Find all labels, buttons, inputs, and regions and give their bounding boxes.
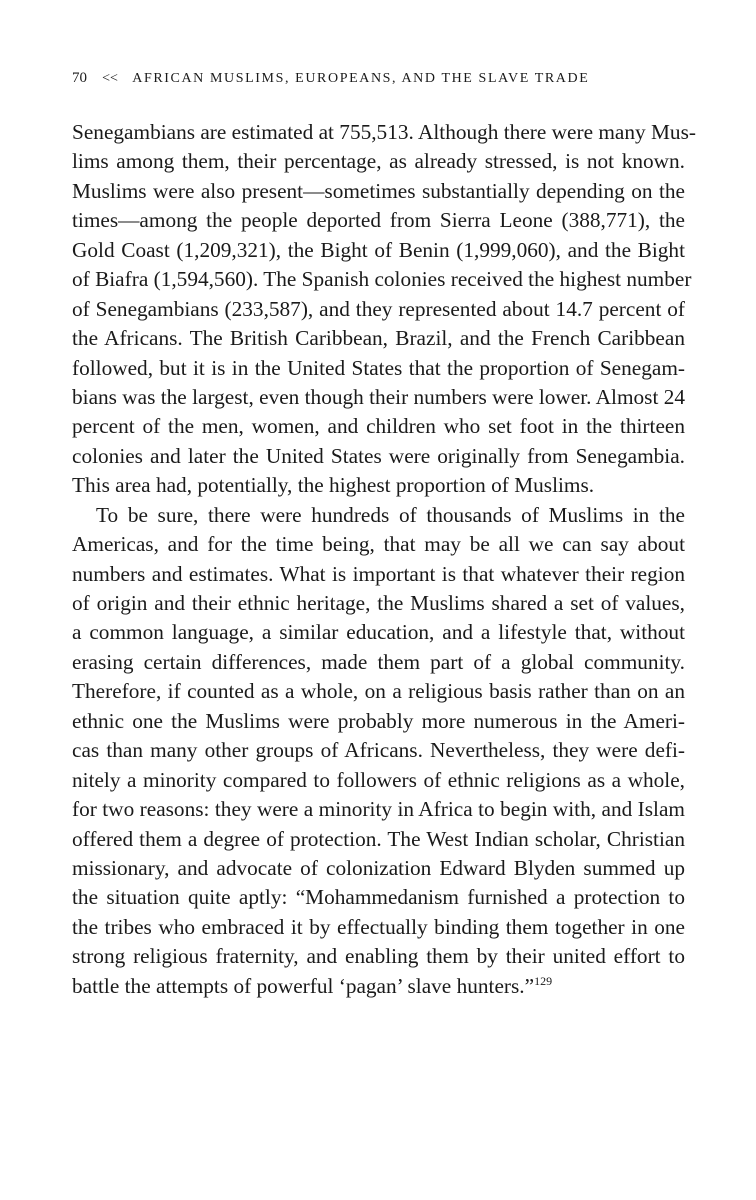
- text-line: [72, 825, 685, 854]
- line-text: erasing certain differences, made them part of a global community.: [72, 649, 685, 674]
- text-line: [72, 471, 685, 500]
- text-line: [72, 530, 685, 559]
- line-text: the tribes who embraced it by effectually binding them together in one: [72, 914, 685, 939]
- line-text: This area had, potentially, the highest proportion of Muslims.: [72, 473, 595, 498]
- text-line: [72, 501, 685, 530]
- text-line: [72, 618, 685, 647]
- page-number: 70: [72, 70, 87, 86]
- text-line: [72, 766, 685, 795]
- line-text: the situation quite aptly: “Mohammedanism furnished a protection to: [72, 885, 685, 910]
- text-line: [72, 707, 685, 736]
- text-line: [72, 795, 685, 824]
- text-line: [72, 442, 685, 471]
- line-text: percent of the men, women, and children who set foot in the thirteen: [72, 414, 685, 439]
- paragraph-1: [72, 118, 696, 501]
- text-line: [72, 648, 685, 677]
- paragraph-2: [72, 501, 685, 1001]
- text-line: [72, 265, 692, 294]
- text-line: [72, 913, 685, 942]
- line-text: colonies and later the United States were originally from Senegambia.: [72, 443, 685, 468]
- line-text: the Africans. The British Caribbean, Brazil, and the French Caribbean: [72, 326, 685, 351]
- line-text: Gold Coast (1,209,321), the Bight of Benin (1,999,060), and the Bight: [72, 237, 685, 262]
- line-text: battle the attempts of powerful ‘pagan’ slave hunters.”: [72, 973, 535, 998]
- line-text: Muslims were also present—sometimes substantially depending on the: [72, 178, 685, 203]
- running-header: [72, 70, 589, 87]
- line-text: lims among them, their percentage, as already stressed, is not known.: [72, 149, 685, 174]
- line-text: of Biafra (1,594,560). The Spanish colonies received the highest number: [72, 267, 692, 292]
- line-text: cas than many other groups of Africans. Nevertheless, they were defi-: [72, 738, 685, 763]
- line-text: numbers and estimates. What is important is that whatever their region: [72, 561, 685, 586]
- text-line: [72, 118, 696, 147]
- text-line: [72, 677, 685, 706]
- body-text: [72, 118, 696, 1001]
- text-line: [72, 736, 685, 765]
- text-line: [72, 177, 685, 206]
- line-text: for two reasons: they were a minority in Africa to begin with, and Islam: [72, 797, 685, 822]
- line-text: bians was the largest, even though their numbers were lower. Almost 24: [72, 384, 685, 409]
- text-line: [72, 883, 685, 912]
- line-text: followed, but it is in the United States that the proportion of Senegam-: [72, 355, 685, 380]
- line-text: strong religious fraternity, and enabling them by their united effort to: [72, 944, 685, 969]
- text-line: [72, 560, 685, 589]
- text-line: [72, 354, 685, 383]
- line-text: times—among the people deported from Sierra Leone (388,771), the: [72, 208, 685, 233]
- header-separator: <<: [102, 71, 118, 86]
- line-text: ethnic one the Muslims were probably more numerous in the Ameri-: [72, 708, 685, 733]
- text-line: [72, 206, 685, 235]
- running-title: AFRICAN MUSLIMS, EUROPEANS, AND THE SLAVE TRADE: [132, 71, 590, 86]
- line-text: offered them a degree of protection. The West Indian scholar, Christian: [72, 826, 685, 851]
- text-line: [72, 383, 685, 412]
- line-text: missionary, and advocate of colonization Edward Blyden summed up: [72, 855, 685, 880]
- text-line: [72, 412, 685, 441]
- text-line: [72, 942, 685, 971]
- line-text: of Senegambians (233,587), and they represented about 14.7 percent of: [72, 296, 685, 321]
- line-text: Americas, and for the time being, that may be all we can say about: [72, 532, 685, 557]
- text-line: [72, 147, 685, 176]
- text-line: [72, 324, 685, 353]
- text-line: [72, 972, 685, 1001]
- text-line: [72, 589, 685, 618]
- text-line: [72, 295, 685, 324]
- text-line: [72, 854, 685, 883]
- text-line: [72, 236, 685, 265]
- line-text: a common language, a similar education, and a lifestyle that, without: [72, 620, 685, 645]
- line-text: Therefore, if counted as a whole, on a religious basis rather than on an: [72, 679, 685, 704]
- line-text: of origin and their ethnic heritage, the Muslims shared a set of values,: [72, 591, 685, 615]
- footnote-reference[interactable]: 129: [534, 973, 553, 988]
- line-text: Senegambians are estimated at 755,513. Although there were many Mus-: [72, 120, 696, 144]
- line-text: To be sure, there were hundreds of thousands of Muslims in the: [96, 502, 685, 527]
- line-text: nitely a minority compared to followers of ethnic religions as a whole,: [72, 767, 685, 792]
